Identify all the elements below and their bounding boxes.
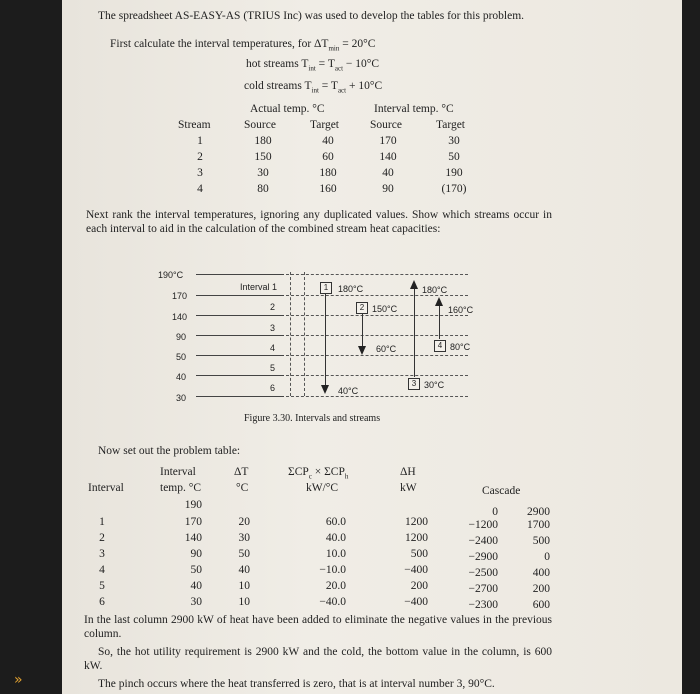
stream-cell: 150 (254, 151, 272, 163)
cell-cascade-1: −2500 (468, 567, 498, 579)
interval-number: 6 (270, 383, 276, 393)
interval-line (196, 315, 284, 316)
cell-cascade-2: 1700 (527, 519, 550, 531)
stream-cell: 1 (197, 135, 203, 147)
stream-2-line (362, 314, 363, 346)
stream-1-box: 1 (320, 282, 332, 294)
stream-1-top-temp: 180°C (338, 284, 364, 294)
cell-dh: 1200 (405, 516, 428, 528)
interval-dash (286, 335, 468, 336)
col-cp-unit: kW/°C (306, 482, 339, 494)
arrow-down-icon (321, 385, 329, 394)
cell-cascade-1: −1200 (468, 519, 498, 531)
interval-number: 3 (270, 323, 276, 333)
col-cascade: Cascade (482, 485, 521, 497)
col-actual-source: Source (244, 119, 276, 131)
stream-cell: 180 (254, 135, 272, 147)
cell-interval: 4 (99, 564, 105, 576)
cell-cascade-2: 0 (544, 551, 550, 563)
stream-3-box: 3 (408, 378, 420, 390)
stream-cell: 190 (445, 167, 463, 179)
temp-label: 30 (176, 393, 187, 403)
cell-cascade-2: 200 (532, 583, 550, 595)
col-cp: $\Sigma CP_c \times \Sigma CP_h$ (288, 466, 349, 481)
cell-interval: 3 (99, 548, 105, 560)
interval-dash (286, 375, 468, 376)
interval-line (196, 335, 284, 336)
closing-paragraph-3: The pinch occurs where the heat transferred is zero, that is at interval number 3, 90°C. (98, 678, 495, 690)
stream-1-bottom-temp: 40°C (338, 386, 359, 396)
closing-paragraph-1: In the last column 2900 kW of heat have been added to eliminate the negative values in the previous column. (84, 614, 552, 640)
cell-cascade-2: 600 (532, 599, 550, 611)
stream-4-start-temp: 80°C (450, 342, 471, 352)
expand-chevron-icon[interactable]: » (14, 672, 23, 688)
stream-cell: 4 (197, 183, 203, 195)
temp-label: 50 (176, 352, 187, 362)
cell-dh: 200 (410, 580, 428, 592)
cell-temp: 90 (190, 548, 202, 560)
cell-temp: 40 (190, 580, 202, 592)
stream-3-end-temp: 180°C (422, 285, 448, 295)
cell-cp: 40.0 (325, 532, 346, 544)
stream-2-bottom-temp: 60°C (376, 344, 397, 354)
figure-caption: Figure 3.30. Intervals and streams (244, 413, 381, 424)
interval-line (196, 295, 284, 296)
actual-temp-header: Actual temp. °C (250, 103, 325, 115)
stream-3-line (414, 289, 415, 377)
col-delta-t-unit: °C (236, 482, 249, 494)
interval-temp-instruction: First calculate the interval temperatures, for $\Delta T_{min} = 20^\circ C$ (110, 38, 376, 53)
stream-2-box: 2 (356, 302, 368, 314)
cell-dh: −400 (404, 596, 428, 608)
col-interval-temp-2: temp. °C (160, 482, 202, 494)
arrow-up-icon (410, 280, 418, 289)
cell-temp: 30 (190, 596, 202, 608)
problem-table-intro: Now set out the problem table: (98, 445, 241, 457)
cell-cascade-1: −2400 (468, 535, 498, 547)
document-page (14, 0, 682, 694)
stream-cell: 30 (257, 167, 269, 179)
vertical-dash (304, 272, 305, 396)
cell-temp: 170 (184, 516, 202, 528)
interval-line (196, 396, 284, 397)
cell-cascade-2: 400 (532, 567, 550, 579)
stream-cell: 30 (448, 135, 460, 147)
stream-cell: (170) (441, 183, 467, 195)
arrow-down-icon (358, 346, 366, 355)
stream-4-box: 4 (434, 340, 446, 352)
cell-cascade-2: 500 (532, 535, 550, 547)
temp-label: 90 (176, 332, 187, 342)
stream-2-top-temp: 150°C (372, 304, 398, 314)
stream-3-start-temp: 30°C (424, 380, 445, 390)
stream-cell: 180 (319, 167, 337, 179)
temp-label: 170 (172, 291, 188, 301)
cell-dh: 500 (410, 548, 428, 560)
cell-cascade-1: −2900 (468, 551, 498, 563)
cell-cp: −10.0 (319, 564, 346, 576)
arrow-up-icon (435, 297, 443, 306)
cell-cp: 10.0 (325, 548, 346, 560)
vertical-dash (290, 272, 291, 396)
col-delta-h: ΔH (400, 466, 416, 478)
stream-4-end-temp: 160°C (448, 305, 474, 315)
cell-cascade-1: −2700 (468, 583, 498, 595)
col-interval-temp-1: Interval (160, 466, 196, 478)
stream-cell: 40 (322, 135, 334, 147)
cell-interval: 5 (99, 580, 105, 592)
interval-dash (286, 396, 468, 397)
stream-cell: 60 (322, 151, 334, 163)
interval-line (196, 375, 284, 376)
stream-cell: 160 (319, 183, 337, 195)
cell-dt: 10 (238, 596, 250, 608)
col-delta-h-unit: kW (400, 482, 417, 494)
interval-number: 4 (270, 343, 276, 353)
cell-dh: −400 (404, 564, 428, 576)
col-delta-t: ΔT (234, 466, 249, 478)
interval-number: 5 (270, 363, 276, 373)
stream-cell: 140 (379, 151, 397, 163)
col-interval-target: Target (436, 119, 465, 131)
stream-cell: 170 (379, 135, 397, 147)
cell-cp: −40.0 (319, 596, 346, 608)
cell-dt: 40 (238, 564, 250, 576)
cell-cascade-1: −2300 (468, 599, 498, 611)
cell-temp: 50 (190, 564, 202, 576)
cell-temp: 140 (184, 532, 202, 544)
intro-paragraph: The spreadsheet AS-EASY-AS (TRIUS Inc) was used to develop the tables for this problem. (98, 10, 525, 22)
col-actual-target: Target (310, 119, 339, 131)
cell-dt: 30 (238, 532, 250, 544)
cell-dt: 20 (238, 516, 250, 528)
closing-paragraph-2: So, the hot utility requirement is 2900 kW and the cold, the bottom value in the column, is 600 kW. (84, 646, 552, 672)
cell-interval: 6 (99, 596, 105, 608)
hot-streams-formula: hot streams $T_{int} = T_{act} - 10^\circ C$ (246, 58, 380, 73)
stream-cell: 90 (382, 183, 394, 195)
interval-dash (286, 274, 468, 275)
cell-dt: 50 (238, 548, 250, 560)
cascade-first-c2: 2900 (527, 506, 550, 518)
interval-number: 2 (270, 302, 276, 312)
cold-streams-formula: cold streams $T_{int} = T_{act} + 10^\circ C$ (244, 80, 383, 95)
stream-4-line (439, 306, 440, 339)
cascade-first-c1: 0 (492, 506, 498, 518)
stream-cell: 2 (197, 151, 203, 163)
cell-interval: 2 (99, 532, 105, 544)
cell-cp: 60.0 (325, 516, 346, 528)
cell-dt: 10 (238, 580, 250, 592)
col-interval-source: Source (370, 119, 402, 131)
stream-cell: 40 (382, 167, 394, 179)
stream-cell: 50 (448, 151, 460, 163)
stream-cell: 3 (197, 167, 203, 179)
col-stream: Stream (178, 119, 211, 131)
cell-dh: 1200 (405, 532, 428, 544)
rank-paragraph: Next rank the interval temperatures, ignoring any duplicated values. Show which streams occur in each interval to aid in the calculation of the combined stream heat capacities: (86, 209, 552, 235)
interval-line (196, 355, 284, 356)
interval-temp-header: Interval temp. °C (374, 103, 454, 115)
cell-interval: 1 (99, 516, 105, 528)
interval-label: Interval 1 (240, 282, 278, 292)
col-interval: Interval (88, 482, 124, 494)
temp-label: 190°C (158, 270, 184, 280)
temp-label: 40 (176, 372, 187, 382)
stream-1-line (325, 294, 326, 386)
first-temp: 190 (184, 499, 202, 511)
temp-label: 140 (172, 312, 188, 322)
stream-cell: 80 (257, 183, 269, 195)
interval-line (196, 274, 284, 275)
cell-cp: 20.0 (325, 580, 346, 592)
